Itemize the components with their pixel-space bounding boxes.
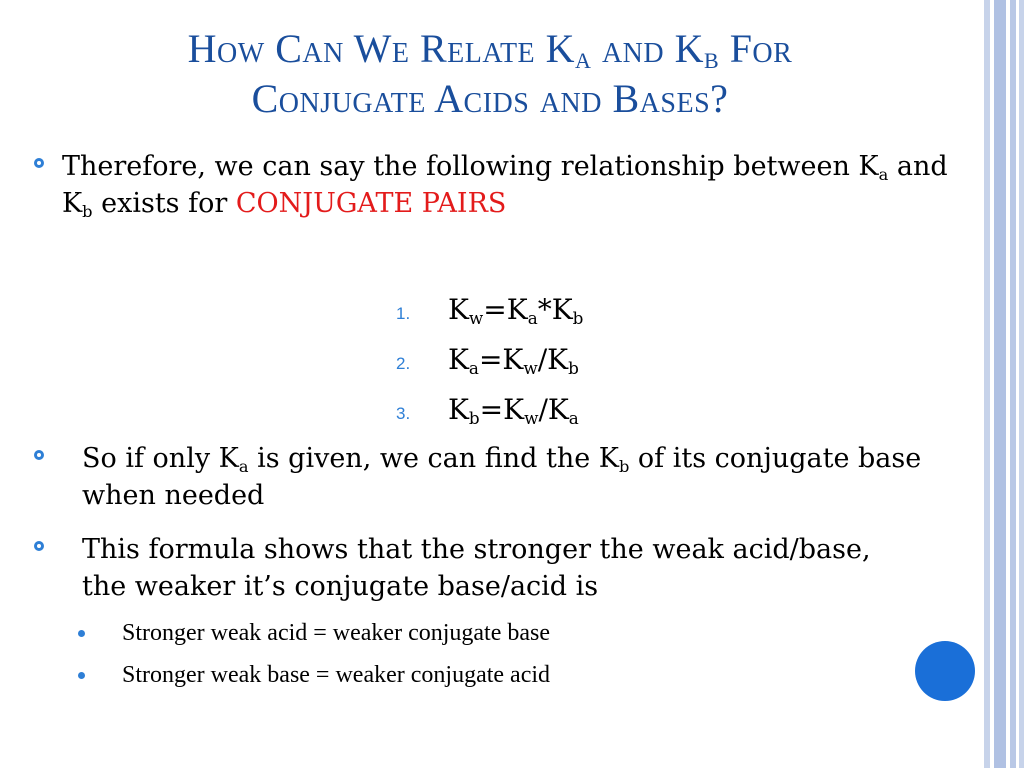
bullet-dot-icon	[78, 672, 85, 679]
title-line-1: How Can We Relate $K_A$ and $K_B$ For	[187, 26, 793, 73]
equation-formula: $K_a=K_w/K_b$	[448, 343, 579, 378]
equation-number: 2.	[396, 354, 411, 373]
slide-title	[40, 24, 940, 124]
decorative-circle	[915, 641, 975, 701]
sub-bullet-base: Stronger weak base = weaker conjugate acid	[122, 660, 550, 690]
slide-border-decoration	[976, 0, 1024, 768]
equation-number: 1.	[396, 304, 411, 323]
bullet-circle-icon	[34, 541, 44, 551]
equation-formula: $K_b=K_w/K_a$	[448, 393, 579, 428]
bullet-ka-given: So if only $K_a$ is given, we can find the $K_b$ of its conjugate base when needed	[82, 440, 967, 514]
equation-number: 3.	[396, 404, 411, 423]
bullet-dot-icon	[78, 630, 85, 637]
bullet-formula-shows: This formula shows that the stronger the weak acid/base, the weaker it’s conjugate base/acid is	[82, 531, 872, 605]
equation-formula: $K_w=K_a*K_b$	[448, 293, 584, 328]
conjugate-pairs-highlight: CONJUGATE PAIRS	[235, 188, 507, 219]
bullet-conjugate-pairs: Therefore, we can say the following relationship between $K_a$ and $K_b$ exists for CONJUGATE PAIRS	[62, 148, 962, 222]
sub-bullet-acid: Stronger weak acid = weaker conjugate base	[122, 618, 550, 648]
bullet-circle-icon	[34, 450, 44, 460]
bullet-circle-icon	[34, 158, 44, 168]
title-line-2: Conjugate Acids and Bases?	[251, 76, 729, 121]
